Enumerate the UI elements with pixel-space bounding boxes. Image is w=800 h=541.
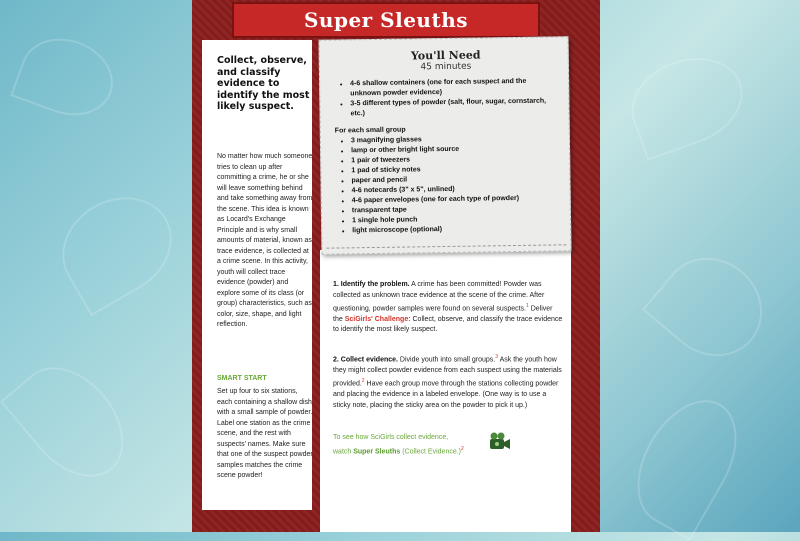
step-title: 1. Identify the problem. [333,281,410,288]
paisley-decoration [10,26,124,128]
list-item: • 4-6 notecards (3" x 5", unlined) [352,183,560,196]
list-item: • 1 pair of tweezers [351,153,559,166]
intro-paragraph: No matter how much someone tries to clean up after committing a crime, he or she will leave something behind and take something away from the scene. This idea is known as Locard's Exchange Principle and is why small amounts of material, known as trace evidence, is collected at a crime scene. In this activity, youth will collect trace evidence (powder) and explore some of its class (or group) characteristics, such as color, size, shape, and light reflection. [217,153,313,328]
list-item: • 1 pad of sticky notes [351,163,559,176]
list-item: • 3-5 different types of powder (salt, flour, sugar, cornstarch, etc.) [350,96,558,119]
title-banner [232,2,540,38]
list-item: • lamp or other bright light source [351,143,559,156]
group-heading: For each small group [334,126,406,135]
materials-card [319,36,572,254]
footnote-ref: 2 [461,445,464,452]
list-item: • 4-6 shallow containers (one for each suspect and the unknown powder evidence) [350,76,558,99]
step-text: Ask the youth how they might collect powder evidence from each suspect using the materials provided. [333,356,562,388]
paisley-decoration [619,43,755,161]
list-item: • 4-6 paper envelopes (one for each type of powder) [352,193,560,206]
footnote-ref: 1 [526,303,529,309]
paisley-decoration [0,348,144,497]
step-text: Divide youth into small groups. [397,356,496,364]
dashed-divider [326,244,566,248]
list-item: • transparent tape [352,203,560,216]
paisley-decoration [617,383,757,541]
paisley-decoration [642,238,782,377]
footnote-ref: 3 [495,354,499,360]
step-1 [333,280,563,336]
materials-heading: You'll Need [410,48,481,63]
materials-list [334,76,559,119]
smart-start-heading: SMART START [217,375,267,382]
step-text: Deliver the [333,305,553,323]
step-text: Have each group move through the stations collecting powder and placing the evidence in a labeled envelope. (One way is to use a sticky note, placing the sticky area on the powder to pick it up.) [333,380,559,409]
duration: 45 minutes [420,61,472,73]
list-item: • light microscope (optional) [352,223,560,236]
scigirls-challenge-label: SciGirls' Challenge: [344,315,411,323]
video-watch: watch [333,447,354,455]
page-title: Super Sleuths [303,8,469,32]
list-item: • paper and pencil [351,173,559,186]
smart-start-body: Set up four to six stations, each containing a shallow dish with a small sample of powder. Label one station as the crime scene, and the rest with suspects' names. Make sure that one of the suspect powder samples matches the crime scene powder! [217,388,313,479]
footnote-ref: 2 [361,378,365,385]
list-item: • 3 magnifying glasses [351,133,559,146]
step-title: 2. Collect evidence. [333,356,398,364]
video-rest: (Collect Evidence.) [400,447,462,455]
video-camera-icon[interactable] [488,431,512,453]
activity-headline: Collect, observe, and classify evidence to identify the most likely suspect. [217,55,310,112]
step-text: A crime has been committed! Powder was collected as unknown trace evidence at the scene of the crime. After questioning, powder samples were found on several suspects. [333,281,545,313]
video-intro: To see how SciGirls collect evidence, [333,434,449,441]
paisley-decoration [44,178,190,316]
step-text: Collect, observe, and classify the trace evidence to identify the most likely suspect. [333,315,563,334]
video-link[interactable]: Super Sleuths [353,447,401,455]
step-2 [333,352,563,411]
list-item: • 1 single hole punch [352,213,560,226]
video-callout [333,433,493,457]
group-materials-list [335,133,560,236]
